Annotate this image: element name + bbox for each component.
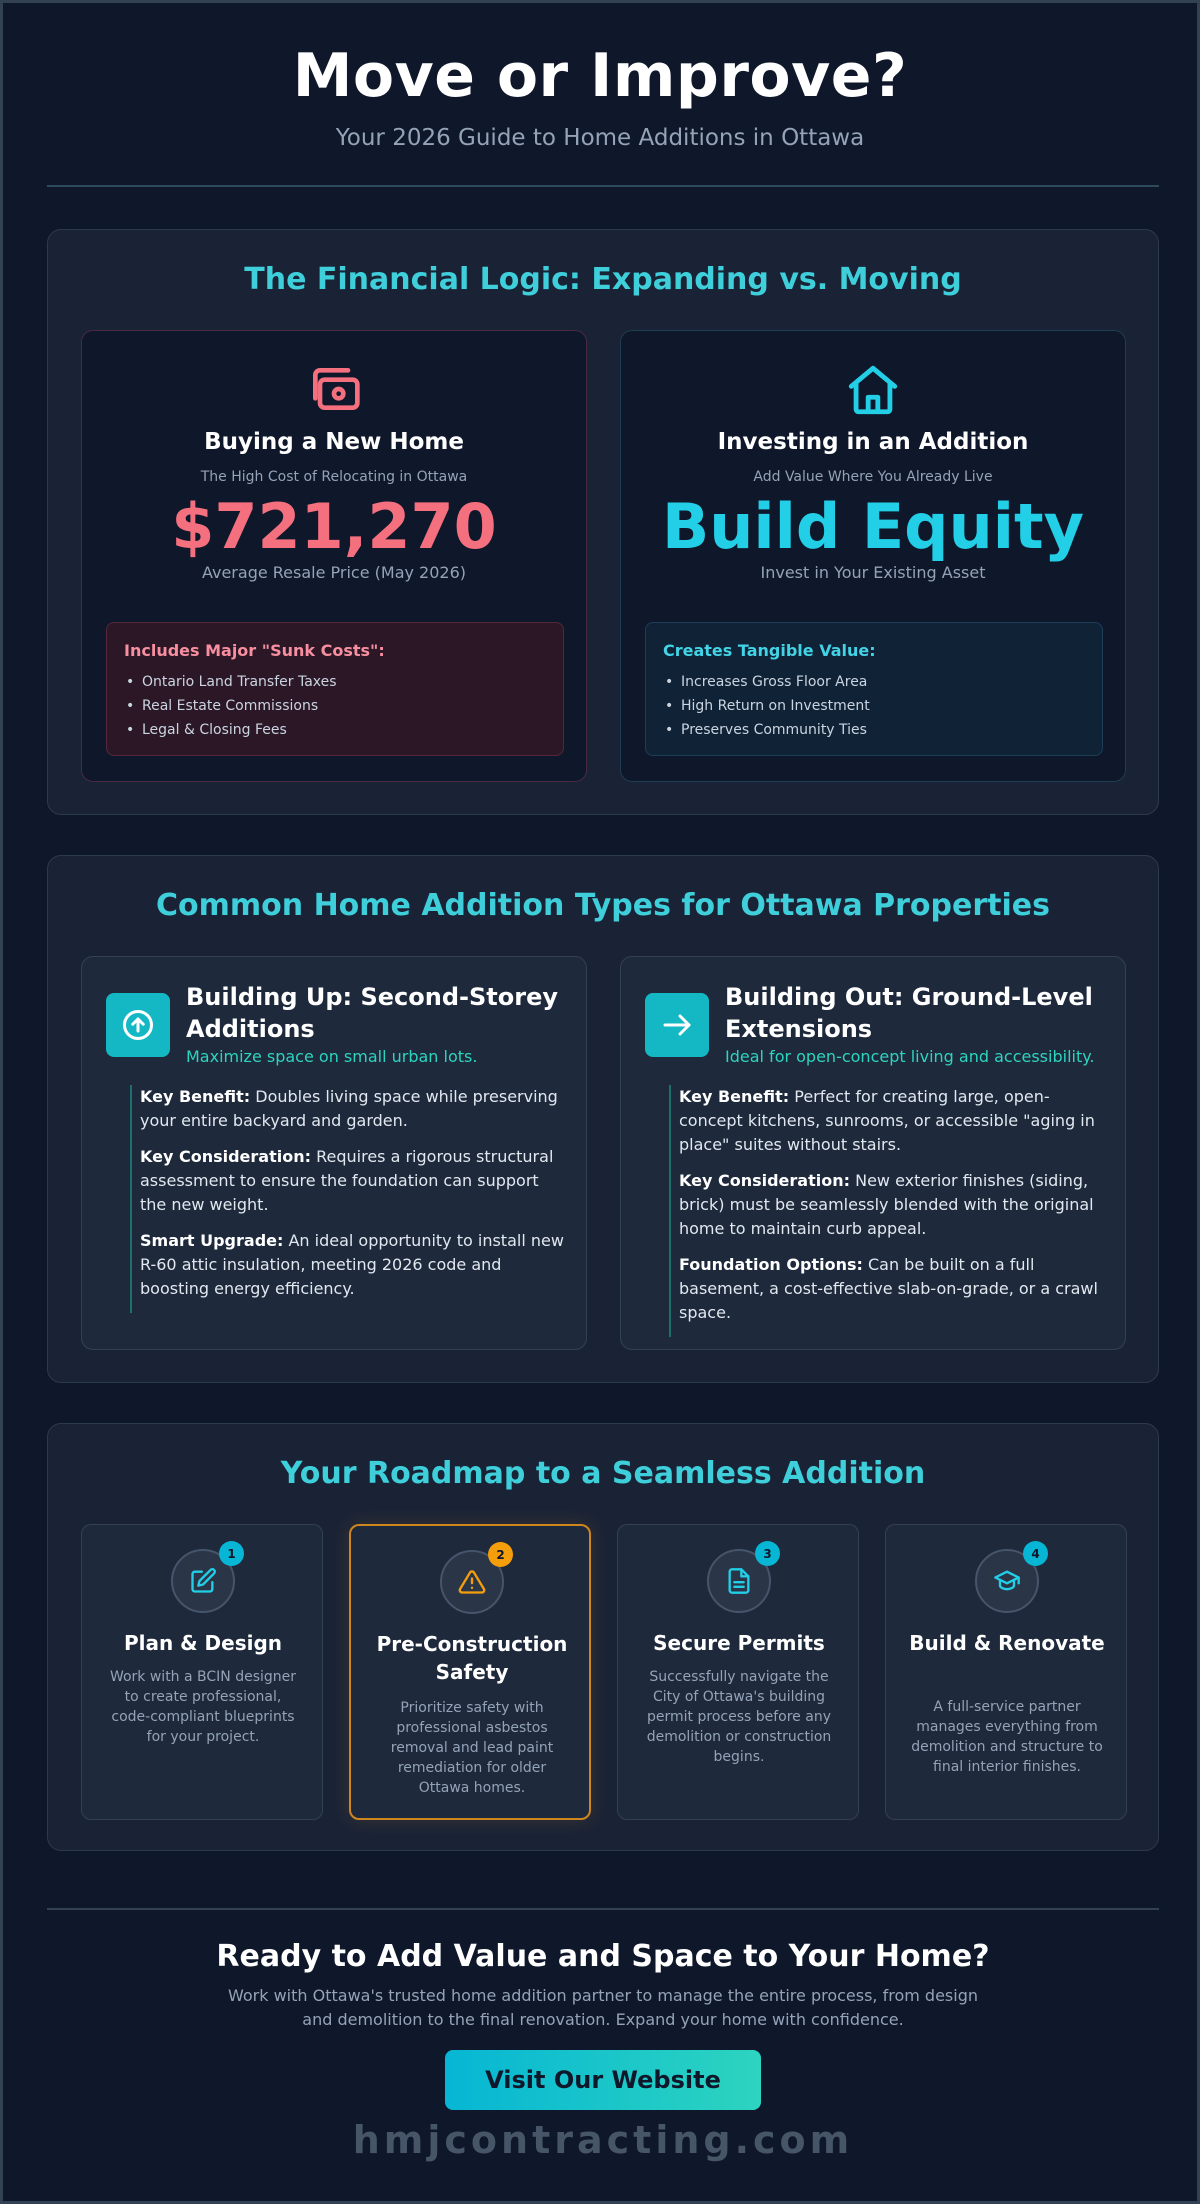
step-number-badge: 3 bbox=[755, 1541, 780, 1566]
step-number-badge: 2 bbox=[488, 1542, 513, 1567]
list-item: • Real Estate Commissions bbox=[124, 694, 546, 718]
step-number-badge: 4 bbox=[1023, 1541, 1048, 1566]
detail-label: Smart Upgrade: bbox=[140, 1231, 284, 1250]
building-up-tagline: Maximize space on small urban lots. bbox=[186, 1047, 478, 1066]
detail-point bbox=[140, 1229, 570, 1301]
building-out-card bbox=[620, 956, 1126, 1350]
building-up-card bbox=[81, 956, 587, 1350]
detail-text: Doubles living space while preserving your entire backyard and garden. bbox=[140, 1087, 558, 1130]
sunk-costs-title: Includes Major "Sunk Costs": bbox=[124, 641, 385, 660]
building-out-details bbox=[669, 1085, 1109, 1337]
detail-point bbox=[140, 1085, 570, 1133]
average-resale-price: $721,270 bbox=[171, 490, 497, 563]
detail-label: Key Consideration: bbox=[140, 1147, 312, 1166]
step-description: Work with a BCIN designer to create professional, code-compliant blueprints for your project. bbox=[109, 1669, 297, 1745]
building-out-tagline: Ideal for open-concept living and accessibility. bbox=[725, 1047, 1095, 1066]
detail-text: Requires a rigorous structural assessment to ensure the foundation can support the new weight. bbox=[140, 1147, 554, 1214]
roadmap-title: Your Roadmap to a Seamless Addition bbox=[280, 1456, 926, 1491]
cta-title: Ready to Add Value and Space to Your Home? bbox=[216, 1939, 990, 1974]
building-out-header bbox=[725, 981, 1115, 1066]
step-description: Prioritize safety with professional asbestos removal and lead paint remediation for older Ottawa homes. bbox=[390, 1700, 554, 1796]
cta-section bbox=[47, 1939, 1159, 2162]
detail-label: Foundation Options: bbox=[679, 1255, 863, 1274]
home-icon bbox=[621, 361, 1125, 417]
sunk-costs-list bbox=[124, 670, 546, 742]
detail-text: An ideal opportunity to install new R-60 attic insulation, meeting 2026 code and boosting energy efficiency. bbox=[140, 1231, 564, 1298]
building-out-title: Building Out: Ground-Level Extensions bbox=[725, 983, 1093, 1043]
sunk-costs-box bbox=[106, 622, 564, 756]
detail-label: Key Benefit: bbox=[679, 1087, 790, 1106]
step-title: Build & Renovate bbox=[909, 1631, 1105, 1655]
detail-point bbox=[679, 1085, 1109, 1157]
roadmap-step-permits bbox=[617, 1524, 859, 1820]
list-item: • High Return on Investment bbox=[663, 694, 1085, 718]
building-up-details bbox=[130, 1085, 570, 1313]
invest-card-note: Invest in Your Existing Asset bbox=[760, 563, 986, 583]
detail-label: Key Consideration: bbox=[679, 1171, 851, 1190]
visit-website-button[interactable]: Visit Our Website bbox=[445, 2050, 761, 2110]
addition-types-section bbox=[47, 855, 1159, 1383]
page-title: Move or Improve? bbox=[292, 41, 908, 111]
invest-card-subtitle: Add Value Where You Already Live bbox=[753, 469, 993, 485]
invest-card-title: Investing in an Addition bbox=[717, 429, 1029, 455]
roadmap-step-build bbox=[885, 1524, 1127, 1820]
document-icon bbox=[725, 1567, 753, 1595]
financial-section bbox=[47, 229, 1159, 815]
step-description: Successfully navigate the City of Ottawa's building permit process before any demolition or construction begins. bbox=[646, 1669, 832, 1765]
edit-icon bbox=[189, 1567, 217, 1595]
detail-label: Key Benefit: bbox=[140, 1087, 251, 1106]
arrow-right-icon bbox=[645, 993, 709, 1057]
warning-icon bbox=[458, 1568, 486, 1596]
detail-point bbox=[679, 1169, 1109, 1241]
step-title: Pre-Construction Safety bbox=[376, 1632, 568, 1684]
tangible-value-box bbox=[645, 622, 1103, 756]
step-number-badge: 1 bbox=[219, 1541, 244, 1566]
buy-card-title: Buying a New Home bbox=[204, 429, 464, 455]
cta-text: Work with Ottawa's trusted home addition partner to manage the entire process, from design and demolition to the final renovation. Expand your home with confidence. bbox=[227, 1986, 978, 2029]
bottom-divider bbox=[47, 1908, 1159, 1910]
tangible-value-list bbox=[663, 670, 1085, 742]
invest-addition-card bbox=[620, 330, 1126, 782]
detail-point bbox=[679, 1253, 1109, 1325]
detail-text: Perfect for creating large, open-concept kitchens, sunrooms, or accessible "aging in place" suites without stairs. bbox=[679, 1087, 1095, 1154]
building-up-header bbox=[186, 981, 576, 1066]
list-item: • Increases Gross Floor Area bbox=[663, 670, 1085, 694]
detail-text: Can be built on a full basement, a cost-effective slab-on-grade, or a crawl space. bbox=[679, 1255, 1098, 1322]
top-divider bbox=[47, 185, 1159, 187]
detail-point bbox=[140, 1145, 570, 1217]
building-up-title: Building Up: Second-Storey Additions bbox=[186, 983, 558, 1043]
page-subtitle: Your 2026 Guide to Home Additions in Ottawa bbox=[335, 125, 865, 151]
arrow-up-circle-icon bbox=[106, 993, 170, 1057]
website-domain: hmjcontracting.com bbox=[352, 2118, 854, 2162]
list-item: • Ontario Land Transfer Taxes bbox=[124, 670, 546, 694]
step-description: A full-service partner manages everything from demolition and structure to final interior finishes. bbox=[911, 1699, 1103, 1775]
detail-text: New exterior finishes (siding, brick) must be seamlessly blended with the original home to maintain curb appeal. bbox=[679, 1171, 1094, 1238]
financial-section-title: The Financial Logic: Expanding vs. Moving bbox=[244, 262, 962, 297]
header bbox=[3, 3, 1197, 151]
buy-card-subtitle: The High Cost of Relocating in Ottawa bbox=[200, 469, 468, 485]
roadmap-step-safety bbox=[349, 1524, 591, 1820]
addition-types-title: Common Home Addition Types for Ottawa Properties bbox=[156, 888, 1050, 923]
step-title: Plan & Design bbox=[123, 1631, 283, 1655]
step-title: Secure Permits bbox=[653, 1631, 825, 1655]
build-equity-heading: Build Equity bbox=[661, 490, 1085, 563]
roadmap-step-plan-design bbox=[81, 1524, 323, 1820]
money-icon bbox=[82, 361, 586, 417]
list-item: • Legal & Closing Fees bbox=[124, 718, 546, 742]
list-item: • Preserves Community Ties bbox=[663, 718, 1085, 742]
buy-new-home-card bbox=[81, 330, 587, 782]
roadmap-section bbox=[47, 1423, 1159, 1851]
tangible-value-title: Creates Tangible Value: bbox=[663, 641, 876, 660]
graduation-cap-icon bbox=[993, 1567, 1021, 1595]
buy-card-note: Average Resale Price (May 2026) bbox=[201, 563, 467, 583]
